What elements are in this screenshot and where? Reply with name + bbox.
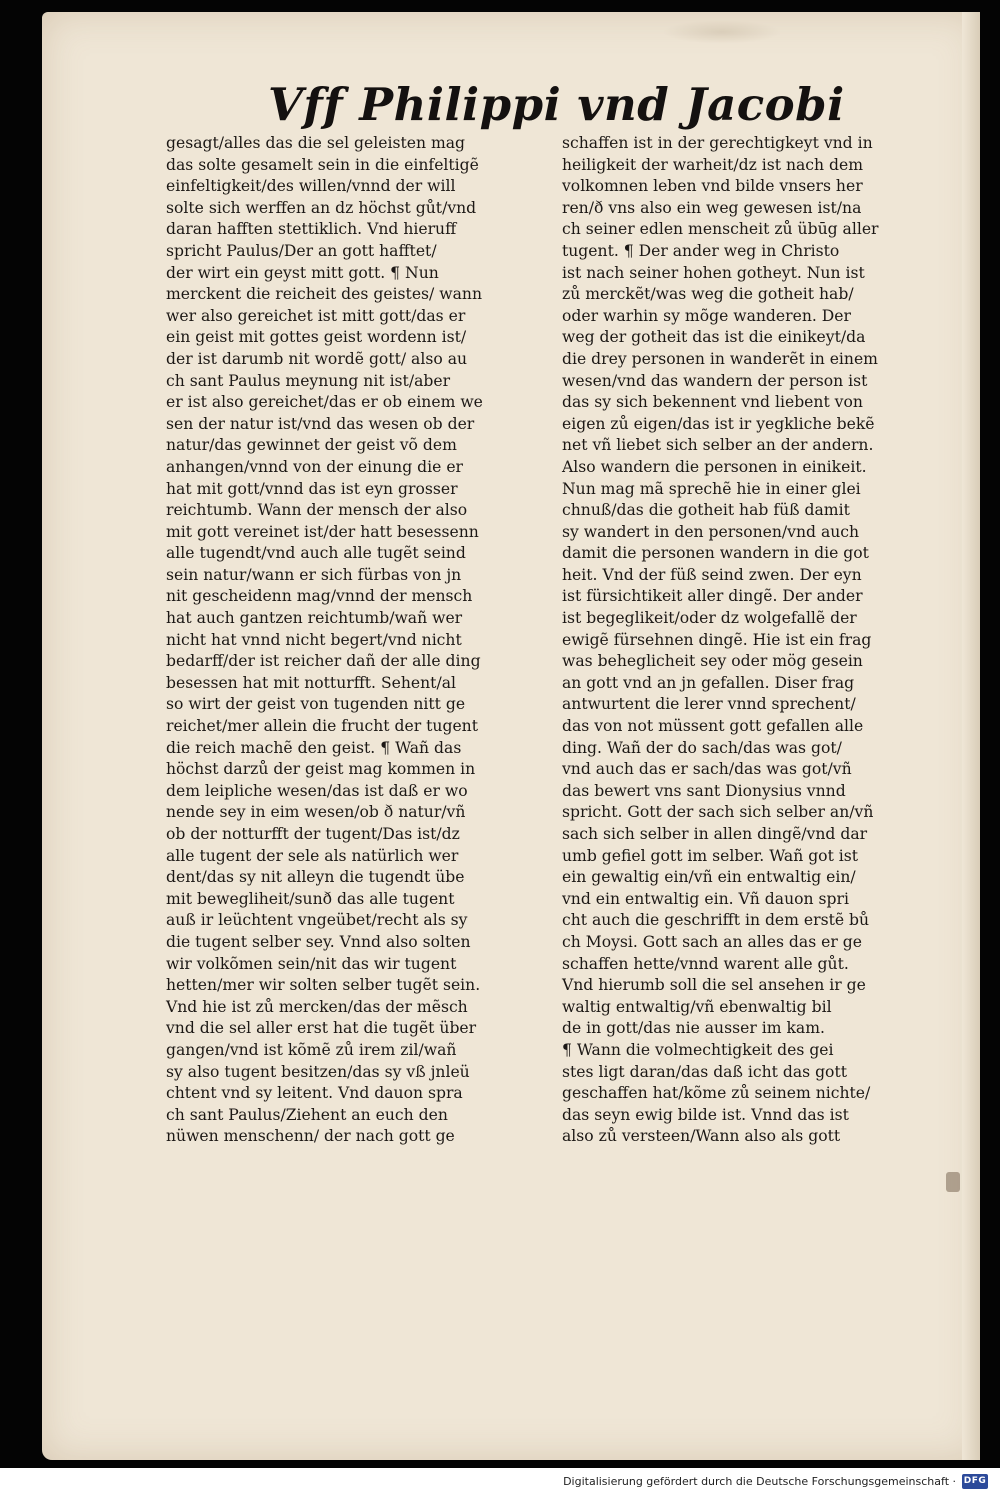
text-line: ist begeglikeit/oder dz wolgefallẽ der	[562, 609, 857, 628]
text-line: spricht Paulus/Der an gott hafftet/	[166, 241, 437, 260]
text-line: Vnd hie ist zů mercken/das der mẽsch	[166, 997, 468, 1016]
text-line: die tugent selber sey. Vnnd also solten	[166, 932, 471, 951]
page-title: Vff Philippi vnd Jacobi	[268, 78, 845, 131]
text-line: einfeltigkeit/des willen/vnnd der will	[166, 177, 456, 196]
text-line: dent/das sy nit alleyn die tugendt übe	[166, 868, 465, 887]
text-line: bedarff/der ist reicher dañ der alle ding	[166, 652, 481, 671]
left-text-column	[166, 133, 546, 1148]
text-line: waltig entwaltig/vñ ebenwaltig bil	[562, 997, 832, 1016]
funding-credit: Digitalisierung gefördert durch die Deutsche Forschungsgemeinschaft ·	[563, 1475, 956, 1488]
text-line: ob der notturfft der tugent/Das ist/dz	[166, 825, 460, 843]
text-line: das bewert vns sant Dionysius vnnd	[562, 781, 846, 800]
right-text-column	[562, 133, 942, 1148]
text-line: ewigẽ fürsehnen dingẽ. Hie ist ein frag	[562, 630, 872, 649]
text-line: Vnd hierumb soll die sel ansehen ir ge	[562, 976, 866, 995]
text-line: Also wandern die personen in einikeit.	[562, 457, 867, 476]
text-line: der ist darumb nit wordẽ gott/ also au	[166, 349, 468, 368]
text-line: auß ir leüchtent vngeübet/recht als sy	[166, 911, 468, 930]
text-line: besessen hat mit notturfft. Sehent/al	[166, 673, 456, 692]
text-line: heiligkeit der warheit/dz ist nach dem	[562, 155, 864, 174]
text-line: wer also gereichet ist mitt gott/das er	[166, 306, 466, 325]
text-line: solte sich werffen an dz höchst gůt/vnd	[166, 198, 477, 217]
text-line: spricht. Gott der sach sich selber an/vñ	[562, 803, 874, 822]
text-line: tugent. ¶ Der ander weg in Christo	[562, 241, 840, 260]
text-line: merckent die reicheit des geistes/ wann	[166, 285, 482, 304]
text-line: sy wandert in den personen/vnd auch	[562, 522, 860, 541]
text-line: ¶ Wann die volmechtigkeit des gei	[562, 1040, 834, 1059]
text-line: was beheglicheit sey oder mög gesein	[562, 652, 863, 671]
text-line: gangen/vnd ist kõmẽ zů irem zil/wañ	[166, 1040, 457, 1059]
text-line: so wirt der geist von tugenden nitt ge	[166, 695, 466, 714]
text-line: ch sant Paulus/Ziehent an euch den	[166, 1105, 448, 1124]
text-line: wesen/vnd das wandern der person ist	[562, 371, 868, 390]
text-line: ch sant Paulus meynung nit ist/aber	[166, 371, 451, 390]
margin-mark	[946, 1172, 960, 1192]
text-line: nüwen menschenn/ der nach gott ge	[166, 1127, 455, 1146]
text-line: chnuß/das die gotheit hab füß damit	[562, 501, 850, 520]
text-line: hat mit gott/vnnd das ist eyn grosser	[166, 479, 458, 498]
text-line: zů merckẽt/was weg die gotheit hab/	[562, 285, 854, 304]
text-line: vnd ein entwaltig ein. Vñ dauon spri	[562, 889, 849, 908]
text-line: oder warhin sy mõge wanderen. Der	[562, 306, 851, 325]
text-line: ch seiner edlen menscheit zů übūg aller	[562, 220, 879, 239]
page-stain	[662, 20, 782, 44]
text-line: alle tugendt/vnd auch alle tugẽt seind	[166, 544, 466, 563]
text-line: Nun mag mã sprechẽ hie in einer glei	[562, 479, 861, 498]
text-line: anhangen/vnnd von der einung die er	[166, 457, 464, 476]
text-line: sein natur/wann er sich fürbas von jn	[166, 565, 462, 584]
text-line: also zů versteen/Wann also als gott	[562, 1127, 841, 1146]
text-line: vnd die sel aller erst hat die tugẽt über	[166, 1019, 477, 1038]
text-line: an gott vnd an jn gefallen. Diser frag	[562, 673, 855, 692]
text-line: ist nach seiner hohen gotheyt. Nun ist	[562, 263, 865, 282]
text-line: schaffen ist in der gerechtigkeyt vnd in	[562, 134, 873, 152]
text-line: gesagt/alles das die sel geleisten mag	[166, 134, 466, 152]
text-line: ch Moysi. Gott sach an alles das er ge	[562, 932, 863, 951]
text-line: er ist also gereichet/das er ob einem we	[166, 393, 483, 412]
text-line: mit bewegliheit/sunð das alle tugent	[166, 889, 455, 908]
text-line: daran hafften stettiklich. Vnd hieruff	[166, 220, 457, 239]
text-line: net vñ liebet sich selber an der andern.	[562, 436, 874, 455]
text-line: das sy sich bekennent vnd liebent von	[562, 393, 863, 412]
text-line: höchst darzů der geist mag kommen in	[166, 760, 476, 779]
text-line: umb gefiel gott im selber. Wañ got ist	[562, 846, 859, 865]
text-line: ren/ð vns also ein weg gewesen ist/na	[562, 198, 862, 217]
footer-bar	[0, 1468, 1000, 1495]
text-line: vnd auch das er sach/das was got/vñ	[562, 760, 852, 779]
text-line: sach sich selber in allen dingẽ/vnd dar	[562, 825, 868, 843]
text-line: schaffen hette/vnnd warent alle gůt.	[562, 954, 849, 973]
text-line: hetten/mer wir solten selber tugẽt sein.	[166, 976, 481, 995]
text-line: hat auch gantzen reichtumb/wañ wer	[166, 609, 463, 628]
text-line: damit die personen wandern in die got	[562, 544, 869, 563]
text-line: natur/das gewinnet der geist võ dem	[166, 436, 457, 455]
text-line: ding. Wañ der do sach/das was got/	[562, 738, 842, 757]
text-line: nicht hat vnnd nicht begert/vnd nicht	[166, 630, 462, 649]
text-line: nende sey in eim wesen/ob ð natur/vñ	[166, 803, 466, 822]
text-line: sen der natur ist/vnd das wesen ob der	[166, 414, 475, 433]
text-line: das solte gesamelt sein in die einfeltigẽ	[166, 155, 479, 174]
text-line: dem leipliche wesen/das ist daß er wo	[166, 781, 468, 800]
text-line: geschaffen hat/kõme zů seinem nichte/	[562, 1084, 871, 1103]
text-line: reichtumb. Wann der mensch der also	[166, 501, 468, 520]
text-line: antwurtent die lerer vnnd sprechent/	[562, 695, 856, 714]
text-line: chtent vnd sy leitent. Vnd dauon spra	[166, 1084, 463, 1103]
text-line: wir volkõmen sein/nit das wir tugent	[166, 954, 457, 973]
text-line: ein geist mit gottes geist wordenn ist/	[166, 328, 467, 347]
text-line: de in gott/das nie ausser im kam.	[562, 1019, 825, 1038]
text-line: reichet/mer allein die frucht der tugent	[166, 717, 478, 736]
text-line: cht auch die geschrifft in dem erstẽ bů	[562, 911, 870, 930]
text-line: weg der gotheit das ist die einikeyt/da	[562, 328, 866, 347]
text-line: sy also tugent besitzen/das sy vß jnleü	[166, 1062, 470, 1081]
text-line: eigen zů eigen/das ist ir yegkliche bekẽ	[562, 414, 875, 433]
text-line: ein gewaltig ein/vñ ein entwaltig ein/	[562, 868, 856, 887]
text-line: heit. Vnd der füß seind zwen. Der eyn	[562, 565, 862, 584]
page-gutter	[962, 12, 980, 1460]
text-line: das von not müssent gott gefallen alle	[562, 717, 864, 736]
text-line: die reich machẽ den geist. ¶ Wañ das	[166, 738, 462, 757]
dfg-logo: DFG	[962, 1474, 988, 1489]
text-line: volkomnen leben vnd bilde vnsers her	[562, 177, 863, 196]
text-line: ist fürsichtikeit aller dingẽ. Der ander	[562, 587, 863, 606]
text-line: alle tugent der sele als natürlich wer	[166, 846, 459, 865]
text-line: mit gott vereinet ist/der hatt besessenn	[166, 522, 479, 541]
text-line: stes ligt daran/das daß icht das gott	[562, 1062, 847, 1081]
text-line: der wirt ein geyst mitt gott. ¶ Nun	[166, 263, 439, 282]
text-line: das seyn ewig bilde ist. Vnnd das ist	[562, 1105, 849, 1124]
text-line: die drey personen in wanderẽt in einem	[562, 349, 878, 368]
text-line: nit gescheidenn mag/vnnd der mensch	[166, 587, 473, 606]
